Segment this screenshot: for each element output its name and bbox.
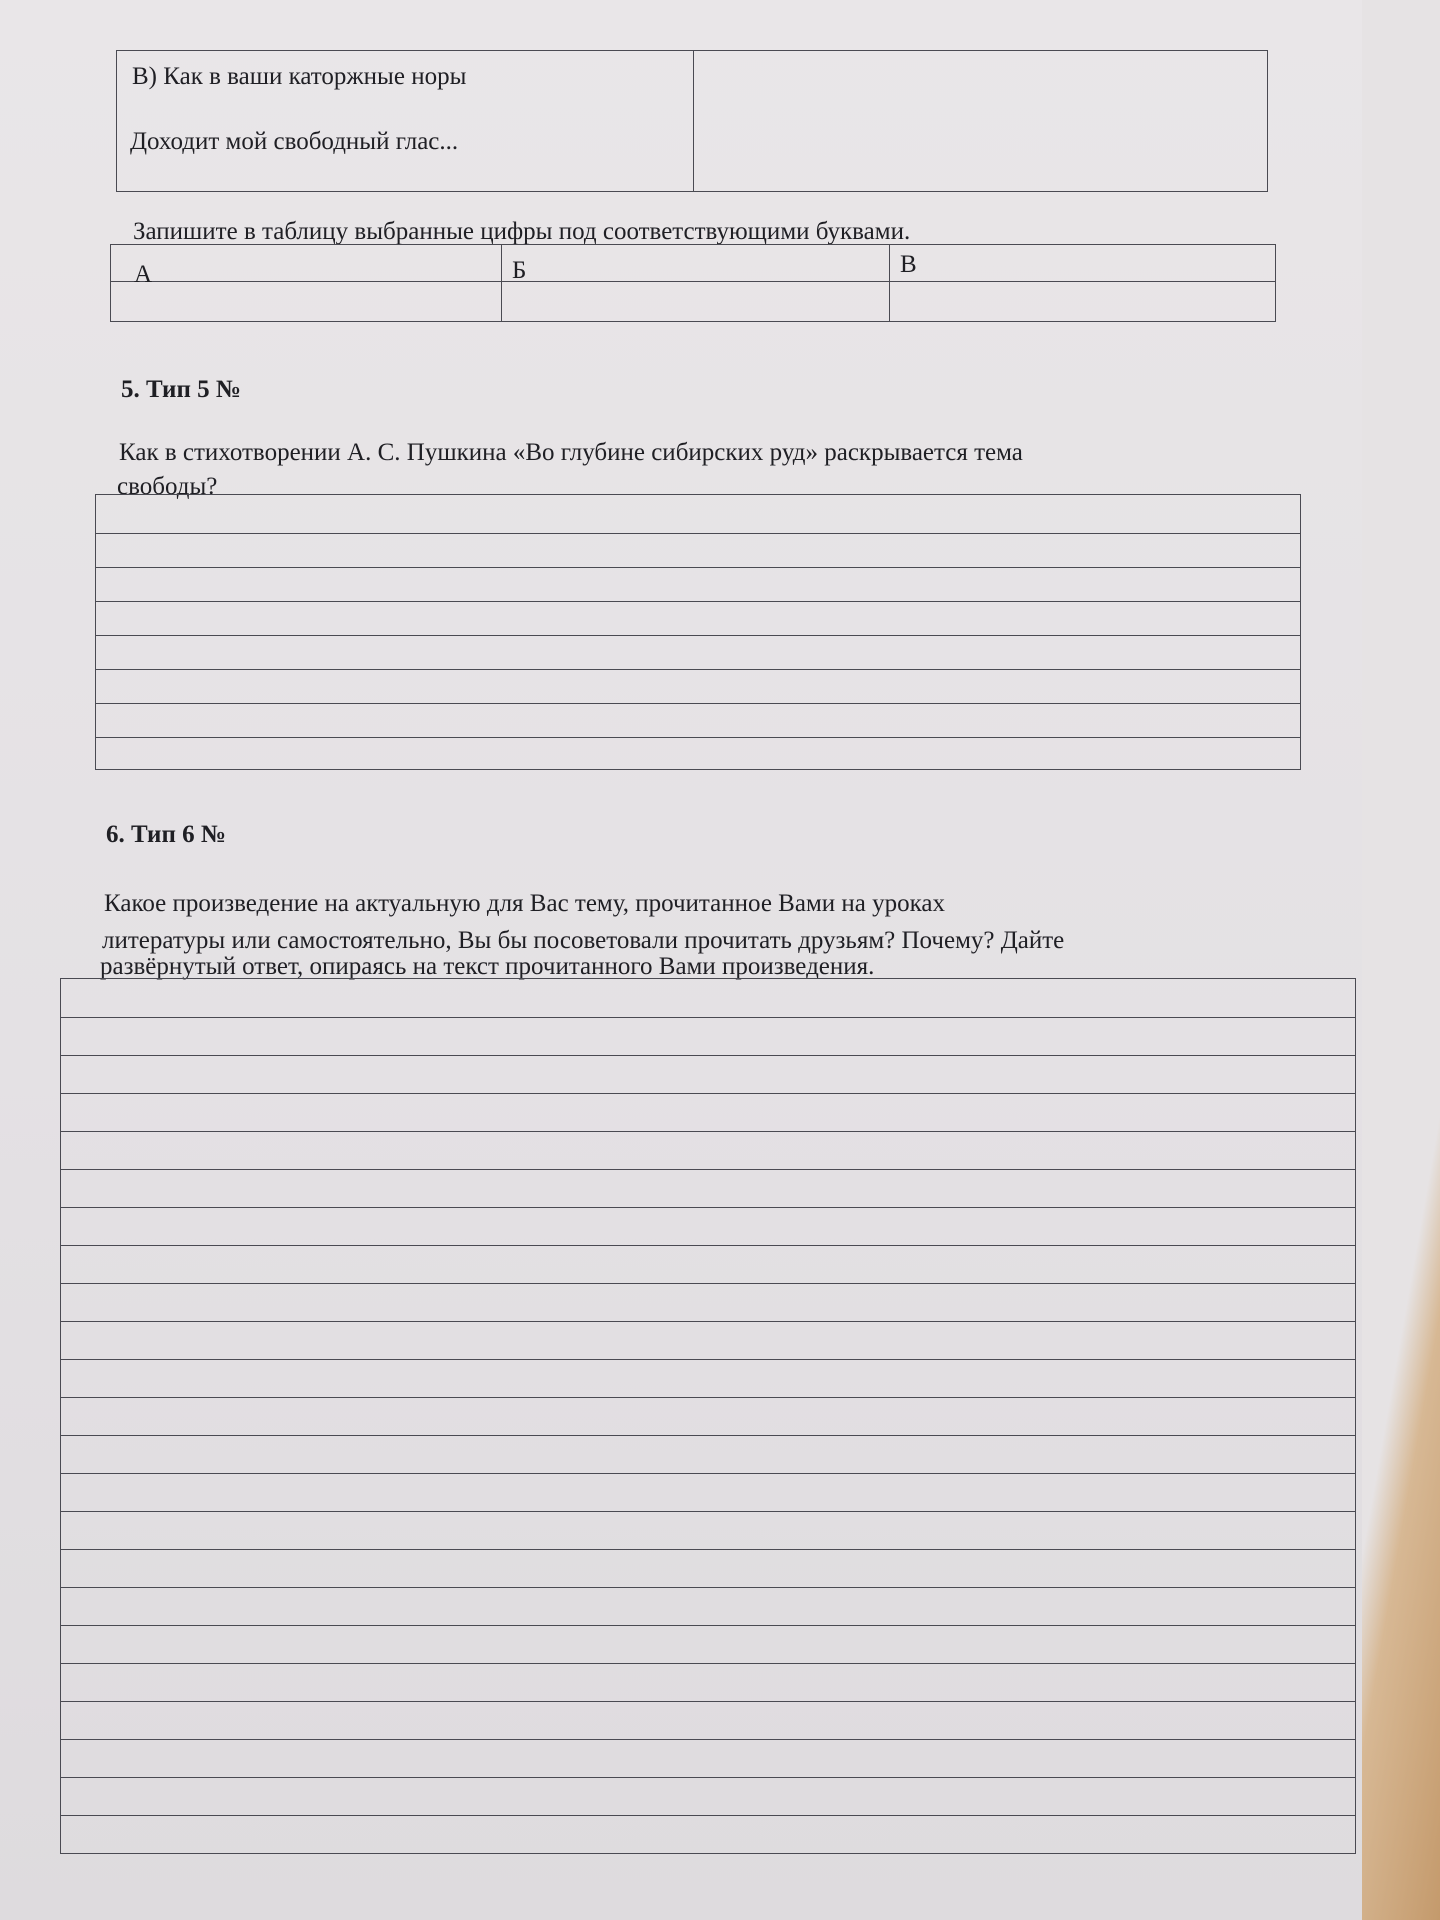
task6-answer-line <box>61 1207 1355 1208</box>
task6-answer-line <box>61 1055 1355 1056</box>
poem-table-divider <box>693 51 694 191</box>
task5-answer-line <box>96 567 1300 568</box>
task6-answer-line <box>61 1625 1355 1626</box>
answer-header-b: Б <box>512 257 527 284</box>
answer-header-v: В <box>900 251 917 278</box>
task6-answer-line <box>61 1397 1355 1398</box>
task5-answer-line <box>96 737 1300 738</box>
task6-answer-line <box>61 1473 1355 1474</box>
task6-answer-line <box>61 1815 1355 1816</box>
task6-answer-line <box>61 1169 1355 1170</box>
task6-heading: 6. Тип 6 № <box>106 821 226 848</box>
task6-answer-line <box>61 1321 1355 1322</box>
task6-answer-line <box>61 1131 1355 1132</box>
task5-question-line-2: свободы? <box>117 473 218 500</box>
task6-answer-line <box>61 1511 1355 1512</box>
task6-question-line-2: литературы или самостоятельно, Вы бы посоветовали прочитать друзьям? Почему? Дайте <box>102 927 1065 954</box>
task6-answer-line <box>61 1663 1355 1664</box>
task6-answer-line <box>61 1359 1355 1360</box>
poem-cell-line-2: Доходит мой свободный глас... <box>130 128 459 155</box>
task6-answer-line <box>61 1587 1355 1588</box>
task6-answer-line <box>61 1435 1355 1436</box>
answer-input-a[interactable] <box>112 282 498 320</box>
task5-answer-line <box>96 635 1300 636</box>
task6-answer-line <box>61 1701 1355 1702</box>
task6-answer-line <box>61 1549 1355 1550</box>
answer-header-a: А <box>134 261 153 288</box>
answer-instruction: Запишите в таблицу выбранные цифры под соответствующими буквами. <box>133 218 911 245</box>
task6-answer-line <box>61 1093 1355 1094</box>
task6-question-line-3: развёрнутый ответ, опираясь на текст прочитанного Вами произведения. <box>100 953 875 980</box>
task6-answer-line <box>61 1283 1355 1284</box>
answer-input-v[interactable] <box>890 282 1274 320</box>
poem-cell-line-1: В) Как в ваши каторжные норы <box>132 63 467 90</box>
task6-answer-line <box>61 1739 1355 1740</box>
task6-answer-line <box>61 1245 1355 1246</box>
task5-answer-area[interactable] <box>95 494 1301 770</box>
task6-answer-line <box>61 1777 1355 1778</box>
task5-question-line-1: Как в стихотворении А. С. Пушкина «Во глубине сибирских руд» раскрывается тема <box>119 439 1023 466</box>
task5-answer-line <box>96 533 1300 534</box>
task6-answer-area[interactable] <box>60 978 1356 1854</box>
task5-heading: 5. Тип 5 № <box>121 376 241 403</box>
task6-answer-line <box>61 1017 1355 1018</box>
task5-answer-line <box>96 669 1300 670</box>
task5-answer-line <box>96 601 1300 602</box>
answer-input-b[interactable] <box>502 282 886 320</box>
task6-question-line-1: Какое произведение на актуальную для Вас тему, прочитанное Вами на уроках <box>104 890 945 917</box>
task5-answer-line <box>96 703 1300 704</box>
